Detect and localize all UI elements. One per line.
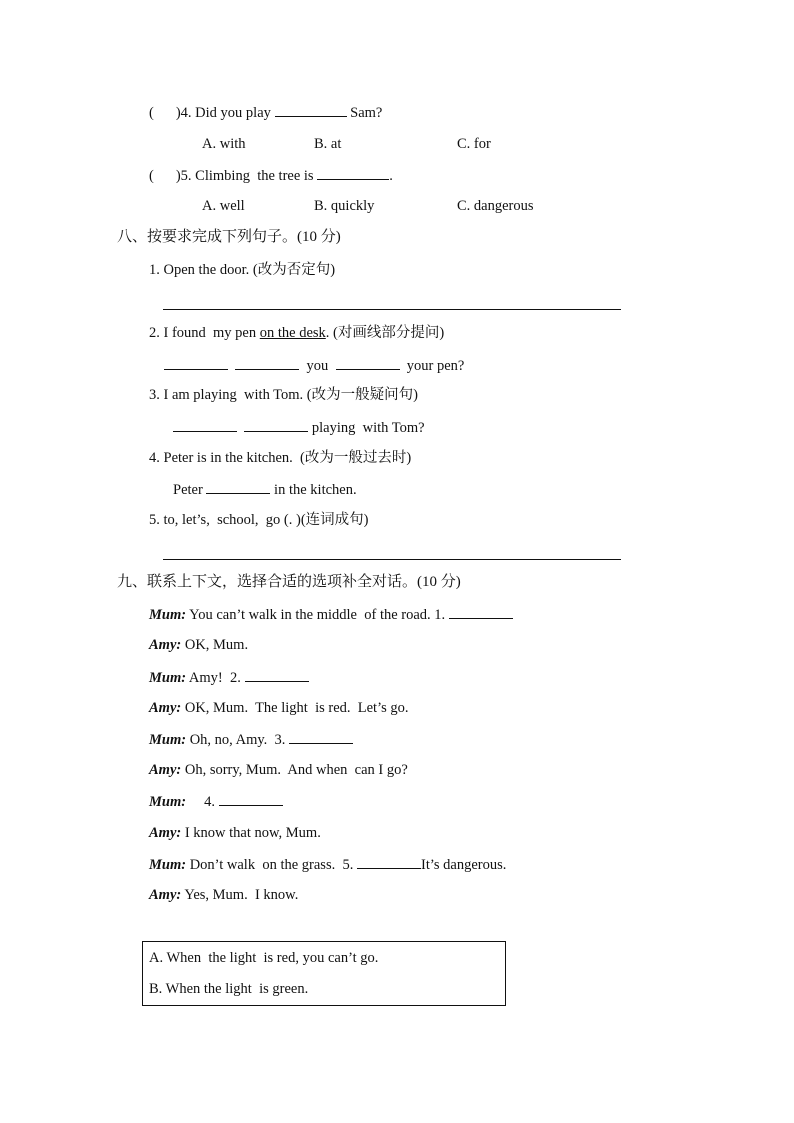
answer-blank[interactable] [173, 418, 237, 432]
speaker: Mum: [149, 732, 187, 748]
answer-blank[interactable] [289, 730, 353, 744]
question-text-end: Sam? [350, 105, 383, 121]
question-text: )4. Did you play [175, 105, 271, 121]
answer-blank[interactable] [235, 356, 299, 370]
speaker: Mum: [149, 794, 187, 810]
dialogue-line-7 [149, 792, 283, 811]
dialogue-line-8 [149, 824, 321, 842]
speaker: Amy: [149, 825, 182, 841]
option-b: B. at [314, 136, 342, 152]
dialogue-line-9 [149, 855, 506, 874]
answer-blank[interactable] [357, 855, 421, 869]
dialogue-line-2 [149, 636, 248, 654]
q2-pre: 2. I found my pen [149, 325, 260, 341]
answer-blank[interactable] [206, 480, 270, 494]
answer-blank[interactable] [317, 166, 389, 180]
line-text: Oh, no, Amy. 3. [189, 732, 286, 748]
answer-word: you [306, 358, 329, 374]
line-text: Amy! 2. [188, 670, 241, 686]
s8-question-2 [149, 324, 444, 342]
answer-blank[interactable] [245, 668, 309, 682]
dialogue-line-4 [149, 699, 409, 717]
answer-paren: ( [149, 168, 154, 184]
underlined-phrase: on the desk [259, 325, 326, 341]
s8-answer-2 [164, 356, 464, 375]
line-text: Oh, sorry, Mum. And when can I go? [184, 762, 408, 778]
line-text: You can’t walk in the middle of the road. 1. [189, 607, 446, 623]
answer-text: playing with Tom? [311, 420, 425, 436]
line-text: I know that now, Mum. [184, 825, 321, 841]
speaker: Amy: [149, 762, 182, 778]
option-b: B. When the light is green. [149, 981, 309, 997]
option-b: B. quickly [314, 198, 375, 214]
answer-blank[interactable] [275, 103, 347, 117]
answer-word: your pen? [406, 358, 465, 374]
line-text-end: It’s dangerous. [420, 857, 507, 873]
section-8-title: 八、按要求完成下列句子。(10 分) [117, 229, 341, 245]
s8-question-1: 1. Open the door. (改为否定句) [149, 262, 336, 278]
answer-line[interactable] [163, 559, 621, 560]
answer-blank[interactable] [244, 418, 308, 432]
question-text-end: . [389, 168, 393, 184]
speaker: Mum: [149, 607, 187, 623]
answer-blank[interactable] [336, 356, 400, 370]
line-text: 4. [204, 794, 215, 810]
speaker: Mum: [149, 857, 187, 873]
dialogue-line-10 [149, 886, 298, 904]
speaker: Amy: [149, 887, 182, 903]
speaker: Amy: [149, 637, 182, 653]
line-text: Don’t walk on the grass. 5. [189, 857, 354, 873]
s8-question-3: 3. I am playing with Tom. (改为一般疑问句) [149, 387, 418, 403]
answer-line[interactable] [163, 309, 621, 310]
answer-blank[interactable] [164, 356, 228, 370]
question-text: )5. Climbing the tree is [175, 168, 314, 184]
question-4 [149, 103, 382, 122]
speaker: Mum: [149, 670, 187, 686]
answer-blank[interactable] [219, 792, 283, 806]
s8-question-5: 5. to, let’s, school, go (. )(连词成句) [149, 512, 369, 528]
option-a: A. well [202, 198, 245, 214]
section-9-title: 九、联系上下文，选择合适的选项补全对话。(10 分) [117, 574, 461, 590]
dialogue-line-3 [149, 668, 309, 687]
question-5 [149, 166, 393, 185]
q2-post: . (对画线部分提问) [325, 325, 445, 341]
answer-text: Peter [173, 482, 203, 498]
s8-answer-4 [173, 480, 357, 499]
option-a: A. with [202, 136, 246, 152]
dialogue-line-5 [149, 730, 353, 749]
answer-text: in the kitchen. [274, 482, 357, 498]
option-c: C. dangerous [457, 198, 534, 214]
line-text: OK, Mum. The light is red. Let’s go. [184, 700, 409, 716]
dialogue-line-1 [149, 605, 513, 624]
answer-paren: ( [149, 105, 154, 121]
dialogue-line-6 [149, 761, 408, 779]
line-text: OK, Mum. [184, 637, 249, 653]
s8-answer-3 [173, 418, 425, 437]
option-a: A. When the light is red, you can’t go. [149, 950, 379, 966]
answer-blank[interactable] [449, 605, 513, 619]
option-c: C. for [457, 136, 491, 152]
s8-question-4: 4. Peter is in the kitchen. (改为一般过去时) [149, 450, 412, 466]
line-text: Yes, Mum. I know. [184, 887, 299, 903]
speaker: Amy: [149, 700, 182, 716]
